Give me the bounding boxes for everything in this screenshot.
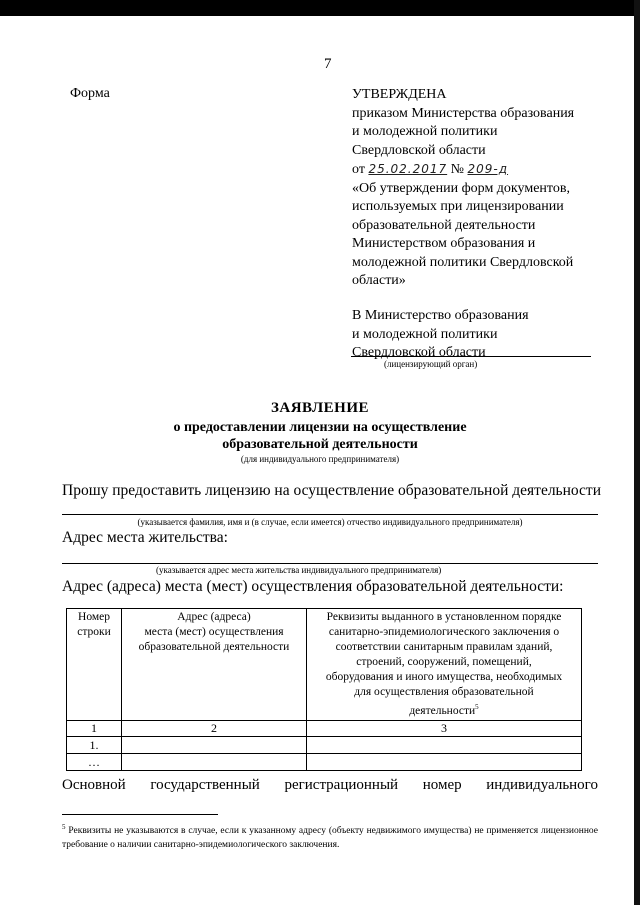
- handwritten-date: 25.02.2017: [368, 162, 448, 176]
- footnote-ref: 5: [475, 703, 479, 711]
- ogrn-word: Основной: [62, 777, 126, 793]
- recipient-underline: [351, 356, 591, 357]
- ogrn-line: [62, 777, 598, 794]
- header-row-number: Номер строки: [67, 609, 122, 721]
- date-prefix: от: [352, 162, 365, 177]
- approval-quote: области»: [352, 273, 406, 288]
- recipient-line: В Министерство образования: [352, 308, 529, 323]
- document-subtitle: о предоставлении лицензии на осуществление: [173, 420, 467, 435]
- table-cell: [122, 736, 307, 753]
- places-table: [66, 608, 582, 771]
- table-header-row: [67, 609, 582, 721]
- table-cell: [122, 753, 307, 770]
- recipient-caption: (лицензирующий орган): [384, 359, 478, 369]
- footnote: [62, 820, 598, 852]
- scan-top-border: [0, 0, 640, 16]
- column-number: 3: [307, 720, 582, 736]
- address-label: Адрес места жительства:: [62, 529, 228, 546]
- recipient-line: Свердловской области: [352, 345, 486, 360]
- document-subtitle: образовательной деятельности: [222, 437, 418, 452]
- recipient-block: [352, 307, 529, 363]
- address-fill-line: [62, 563, 598, 564]
- approval-line: и молодежной политики: [352, 124, 498, 139]
- document-title: ЗАЯВЛЕНИЕ: [270, 400, 370, 416]
- approval-quote: молодежной политики Свердловской: [352, 254, 574, 270]
- approval-quote: Министерством образования и: [352, 236, 536, 251]
- address-caption: (указывается адрес места жительства индивидуального предпринимателя): [156, 565, 442, 575]
- places-label: Адрес (адреса) места (мест) осуществления образовательной деятельности:: [62, 578, 564, 595]
- footnote-mark: 5: [62, 823, 66, 831]
- table-row: [67, 753, 582, 770]
- page-number: 7: [324, 56, 332, 72]
- approval-line: приказом Министерства образования: [352, 105, 575, 121]
- ogrn-word: номер: [422, 777, 462, 793]
- approval-quote: образовательной деятельности: [352, 217, 536, 233]
- approval-quote: используемых при лицензировании: [352, 199, 564, 214]
- column-number: 2: [122, 720, 307, 736]
- request-text: Прошу предоставить лицензию на осуществление образовательной деятельности: [62, 482, 602, 499]
- ogrn-word: индивидуального: [486, 777, 598, 793]
- handwritten-number: 209-д: [467, 162, 509, 176]
- name-fill-line: [62, 514, 598, 515]
- approval-date-line: [352, 160, 602, 180]
- form-label: Форма: [70, 86, 110, 101]
- footnote-separator: [62, 814, 218, 815]
- header-requisites: Реквизиты выданного в установленном порядке санитарно-эпидемиологического заключения о соответствии санитарным правилам зданий, строений, сооружений, помещений, оборудования и иного имущества, необходимых для осуществления образовательной деятельности$^5$: [307, 609, 582, 721]
- approval-block: [352, 86, 602, 291]
- table-cell: [307, 753, 582, 770]
- header-address: Адрес (адреса) места (мест) осуществления образовательной деятельности: [122, 609, 307, 721]
- table-cell: …: [67, 753, 122, 770]
- approval-quote: «Об утверждении форм документов,: [352, 180, 570, 196]
- ogrn-word: регистрационный: [284, 777, 399, 793]
- name-caption: (указывается фамилия, имя и (в случае, если имеется) отчество индивидуального предпринимателя): [137, 517, 523, 527]
- table-row: [67, 736, 582, 753]
- table-number-row: [67, 720, 582, 736]
- footnote-text: Реквизиты не указываются в случае, если к указанному адресу (объекту недвижимого имущества) не применяется лицензионное требование о наличии санитарно-эпидемиологического заключения.: [62, 826, 599, 851]
- table-cell: 1.: [67, 736, 122, 753]
- number-prefix: №: [450, 162, 465, 177]
- approval-line: Свердловской области: [352, 142, 486, 158]
- table-cell: [307, 736, 582, 753]
- column-number: 1: [67, 720, 122, 736]
- document-subtitle-note: (для индивидуального предпринимателя): [240, 454, 400, 464]
- approval-heading: УТВЕРЖДЕНА: [352, 87, 447, 102]
- recipient-line: и молодежной политики: [352, 326, 498, 342]
- ogrn-word: государственный: [150, 777, 260, 793]
